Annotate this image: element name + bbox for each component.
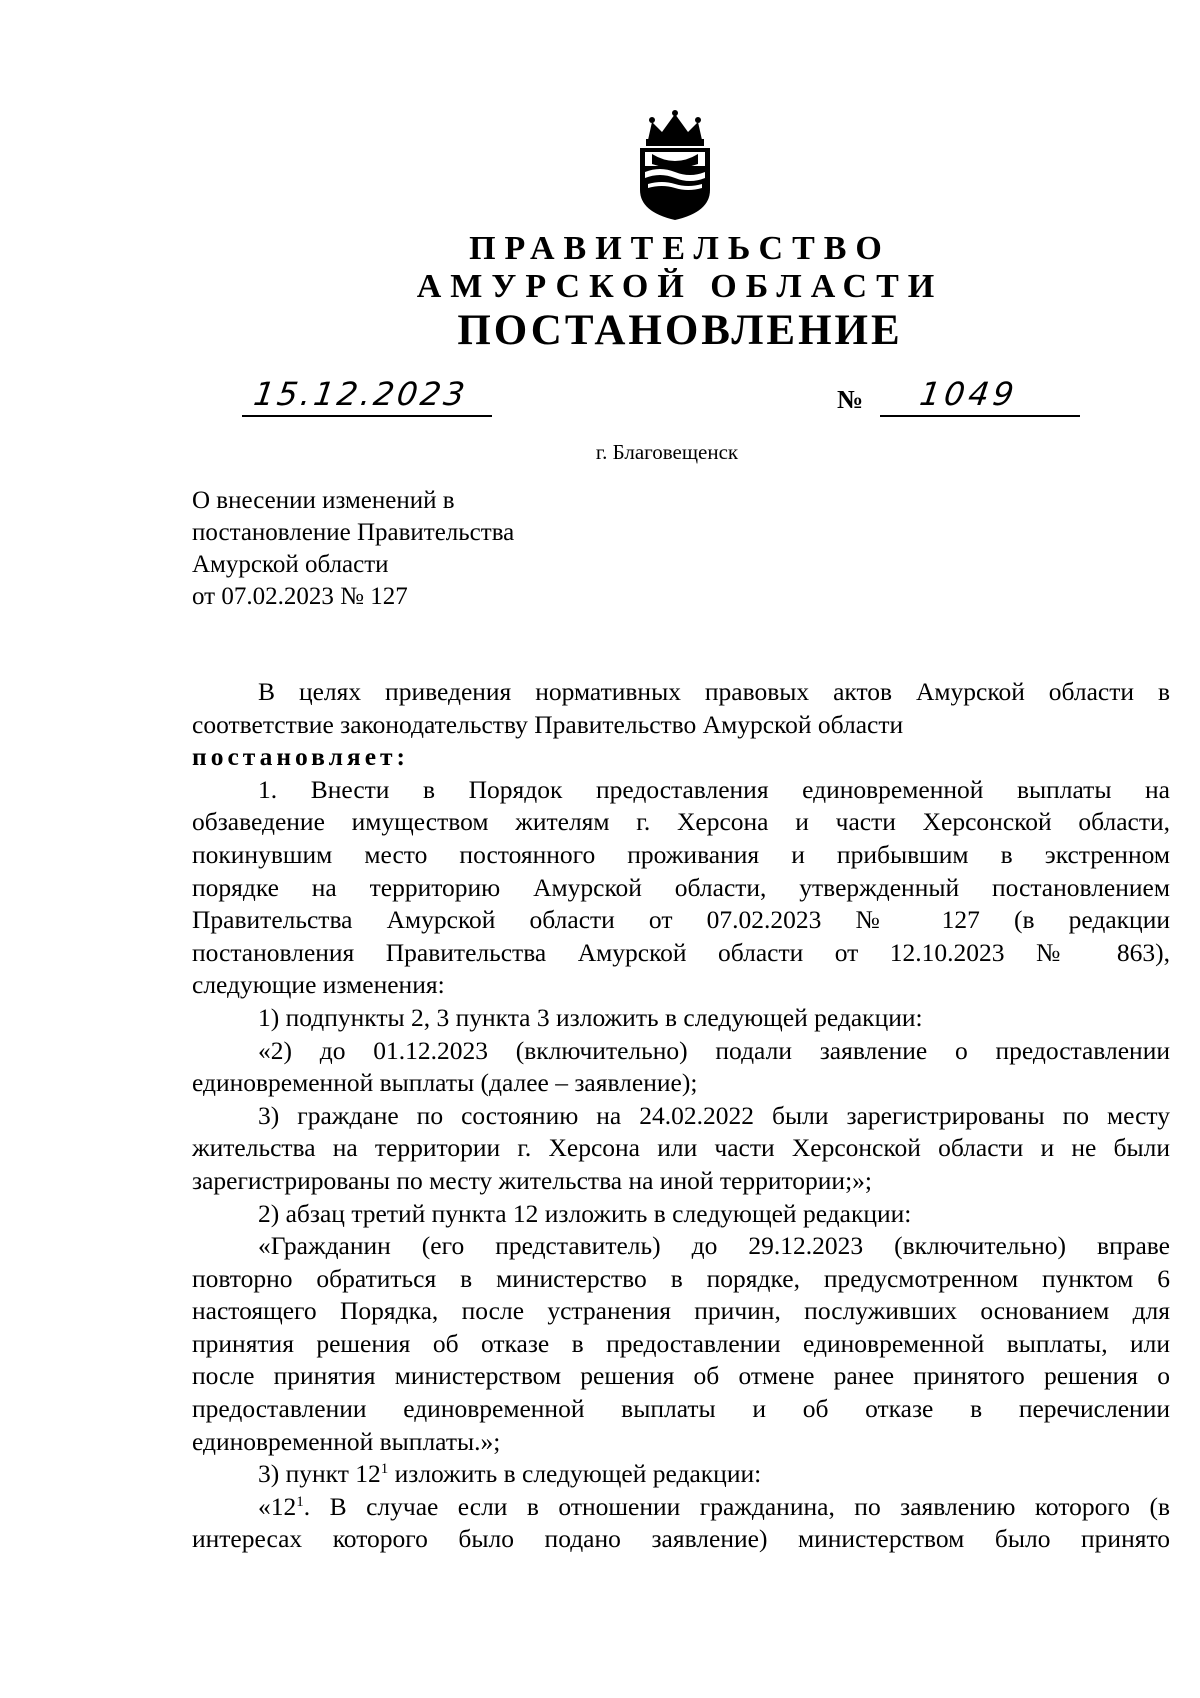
body-text: «12 bbox=[258, 1491, 297, 1521]
subject-line: Амурской области bbox=[192, 551, 389, 578]
body-line: соответствие законодательству Правительство Амурской области bbox=[192, 709, 904, 739]
document-body bbox=[192, 676, 1170, 1556]
subject-line: от 07.02.2023 № 127 bbox=[192, 583, 408, 610]
body-line: Правительства Амурской области от 07.02.2023 № 127 (в редакции bbox=[192, 905, 1170, 935]
body-line: порядке на территорию Амурской области, утвержденный постановлением bbox=[192, 872, 1170, 902]
body-line: постановления Правительства Амурской области от 12.10.2023 № 863), bbox=[192, 937, 1170, 967]
body-line: 1. Внести в Порядок предоставления единовременной выплаты на bbox=[258, 774, 1170, 804]
document-type: ПОСТАНОВЛЕНИЕ bbox=[457, 307, 903, 354]
document-date-field bbox=[242, 377, 492, 417]
coat-of-arms-icon bbox=[630, 110, 720, 222]
superscript: 1 bbox=[380, 1461, 389, 1478]
body-line: зарегистрированы по месту жительства на иной территории;»; bbox=[192, 1165, 872, 1195]
number-label: № bbox=[837, 385, 864, 414]
body-line bbox=[192, 1491, 1170, 1524]
body-line: предоставлении единовременной выплаты и об отказе в перечислении bbox=[192, 1394, 1170, 1424]
body-line: настоящего Порядка, после устранения причин, послуживших основанием для bbox=[192, 1296, 1170, 1326]
body-text: изложить в следующей редакции: bbox=[388, 1459, 762, 1489]
body-line bbox=[192, 1458, 1170, 1491]
body-line: после принятия министерством решения об отмене ранее принятого решения о bbox=[192, 1361, 1170, 1391]
body-line: единовременной выплаты (далее – заявление); bbox=[192, 1068, 698, 1098]
body-text: . В случае если в отношении гражданина, по заявлению которого (в bbox=[303, 1491, 1170, 1521]
body-line: покинувшим место постоянного проживания и прибывшим в экстренном bbox=[192, 839, 1170, 869]
city: г. Благовещенск bbox=[595, 440, 739, 464]
body-line: 1) подпункты 2, 3 пункта 3 изложить в следующей редакции: bbox=[258, 1002, 923, 1032]
body-line: жительства на территории г. Херсона или части Херсонской области и не были bbox=[192, 1133, 1170, 1163]
body-line: следующие изменения: bbox=[192, 970, 445, 1000]
subject-line: О внесении изменений в bbox=[192, 487, 455, 514]
resolves-word: постановляет: bbox=[192, 742, 410, 772]
body-line: «2) до 01.12.2023 (включительно) подали заявление о предоставлении bbox=[258, 1035, 1170, 1065]
body-line: «Гражданин (его представитель) до 29.12.2023 (включительно) вправе bbox=[258, 1231, 1170, 1261]
document-subject bbox=[192, 485, 612, 613]
org-name-line1: ПРАВИТЕЛЬСТВО bbox=[469, 230, 891, 267]
body-line: 2) абзац третий пункта 12 изложить в следующей редакции: bbox=[258, 1198, 912, 1228]
subject-line: постановление Правительства bbox=[192, 519, 515, 546]
document-number: 1049 bbox=[917, 375, 1021, 413]
org-name-line2: АМУРСКОЙ ОБЛАСТИ bbox=[416, 268, 944, 305]
body-line: принятия решения об отказе в предоставлении единовременной выплаты, или bbox=[192, 1328, 1170, 1358]
body-line: единовременной выплаты.»; bbox=[192, 1426, 501, 1456]
body-line: интересах которого было подано заявление) министерством было принято bbox=[192, 1524, 1170, 1554]
body-line: 3) граждане по состоянию на 24.02.2022 были зарегистрированы по месту bbox=[258, 1100, 1170, 1130]
document-date: 15.12.2023 bbox=[251, 375, 470, 413]
superscript: 1 bbox=[296, 1493, 304, 1510]
body-line: обзаведение имуществом жителям г. Херсона и части Херсонской области, bbox=[192, 807, 1170, 837]
body-line: В целях приведения нормативных правовых актов Амурской области в bbox=[258, 677, 1170, 706]
body-line: повторно обратиться в министерство в порядке, предусмотренном пунктом 6 bbox=[192, 1263, 1170, 1293]
document-number-field bbox=[880, 377, 1080, 417]
body-text: 3) пункт 12 bbox=[258, 1459, 381, 1489]
